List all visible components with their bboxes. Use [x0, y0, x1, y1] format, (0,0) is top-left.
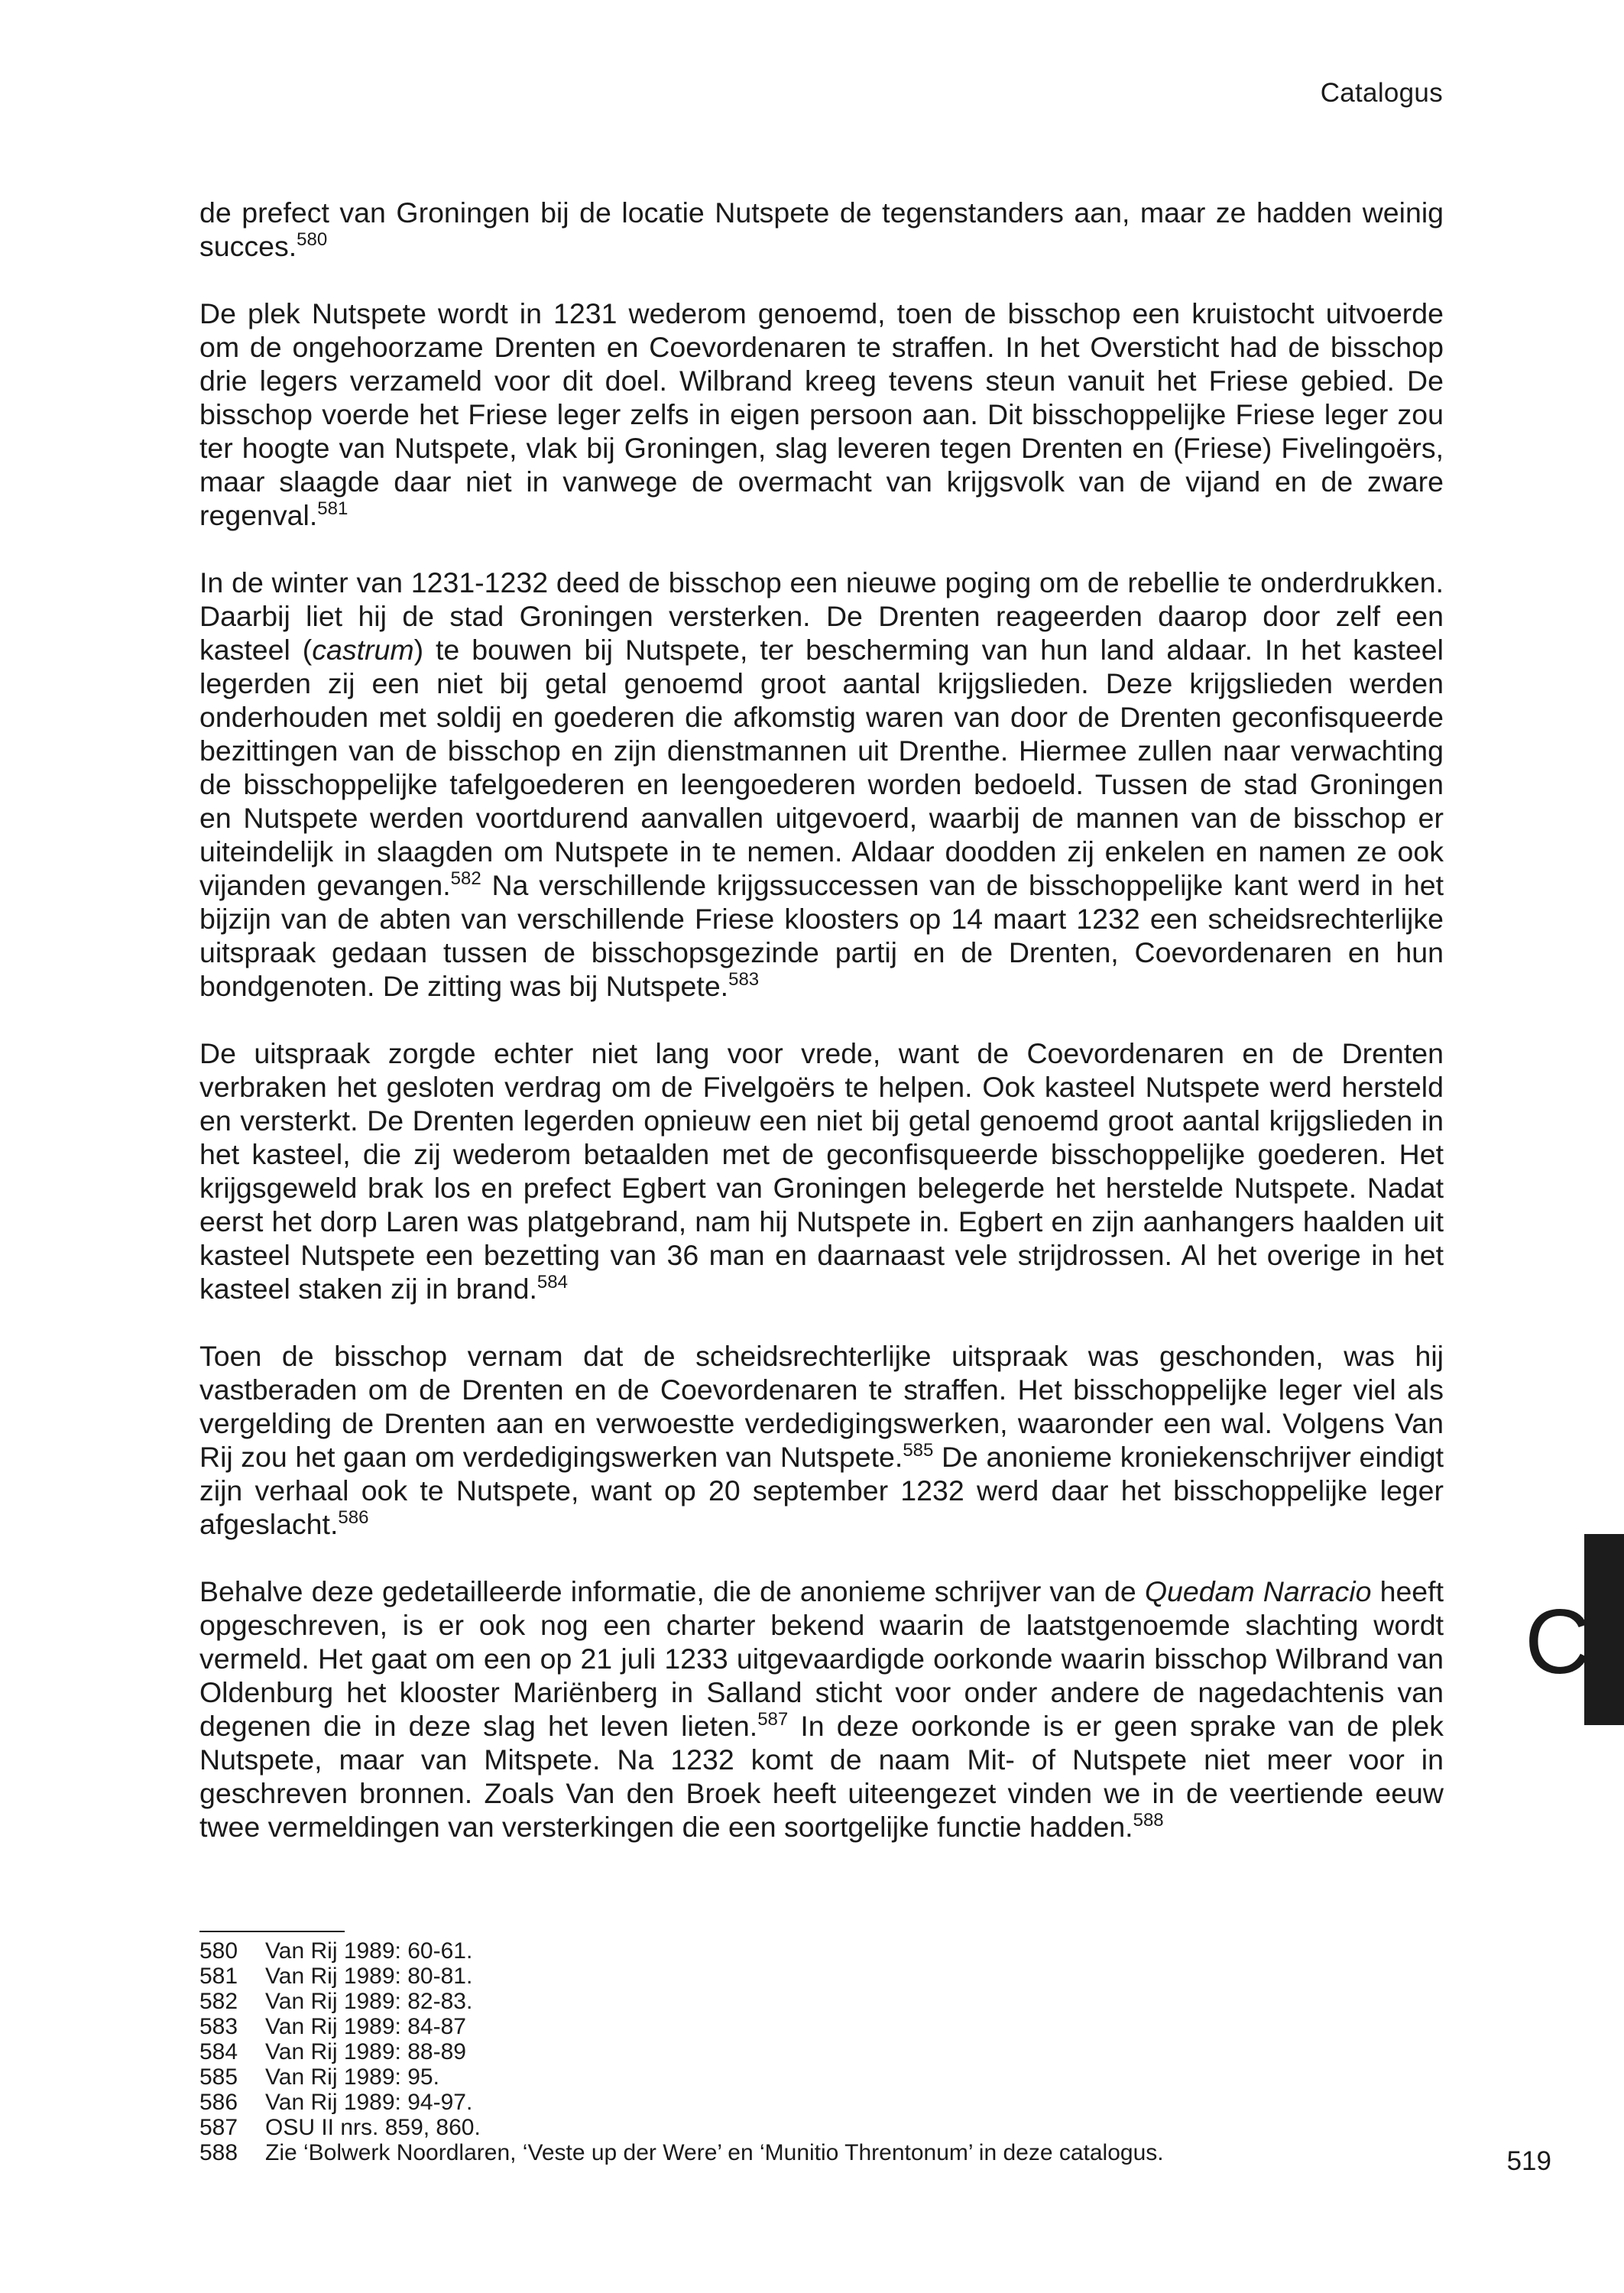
- footnote-number: 588: [199, 2140, 238, 2165]
- footnote-text: Van Rij 1989: 80-81.: [265, 1964, 473, 1989]
- footnote-580: [199, 1938, 1444, 1964]
- footnote-587: [199, 2115, 1444, 2140]
- paragraph-6: [199, 1575, 1444, 1844]
- footnote-text: Van Rij 1989: 84-87: [265, 2014, 466, 2039]
- thumb-index-letter: C: [1525, 1591, 1591, 1693]
- footnote-text: Van Rij 1989: 82-83.: [265, 1989, 473, 2014]
- paragraph-text: Na verschillende krijgssuccessen van de bisschoppelijke kant werd in het bijzijn van de abten van verschillende Friese kloosters op 14 maart 1232 een scheidsrechterlijke uitspraak gedaan tussen de bisschopsgezinde partij en de Drenten, Coevordenaren en hun bondgenoten. De zitting was bij Nutspete.: [199, 869, 1444, 1002]
- footnote-number: 584: [199, 2039, 238, 2064]
- page-number: 519: [1506, 2146, 1551, 2176]
- footnote-ref-584[interactable]: 584: [536, 1272, 568, 1292]
- footnote-588: [199, 2140, 1444, 2165]
- footnote-584: [199, 2039, 1444, 2064]
- paragraph-text: De plek Nutspete wordt in 1231 wederom genoemd, toen de bisschop een kruistocht uitvoerde om de ongehoorzame Drenten en Coevordenaren te straffen. In het Oversticht had de bisschop drie legers verzameld voor dit doel. Wilbrand kreeg tevens steun vanuit het Friese gebied. De bisschop voerde het Friese leger zelfs in eigen persoon aan. Dit bisschoppelijke Friese leger zou ter hoogte van Nutspete, vlak bij Groningen, slag leveren tegen Drenten en (Friese) Fivelingoërs, maar slaagde daar niet in vanwege de overmacht van krijgsvolk van de vijand en de zware regenval.: [199, 297, 1444, 531]
- footnote-ref-587[interactable]: 587: [757, 1709, 789, 1730]
- paragraph-1: [199, 196, 1444, 263]
- footnote-divider: [199, 1931, 345, 1932]
- footnote-ref-580[interactable]: 580: [297, 229, 328, 250]
- footnote-text: OSU II nrs. 859, 860.: [265, 2115, 481, 2140]
- paragraph-3: [199, 566, 1444, 1003]
- paragraph-5: [199, 1339, 1444, 1541]
- paragraph-text: ) te bouwen bij Nutspete, ter bescherming van hun land aldaar. In het kasteel legerden zij een niet bij getal genoemd groot aantal krijgslieden. Deze krijgslieden werden onderhouden met soldij en goederen die afkomstig waren van door de Drenten geconfisqueerde bezittingen van de bisschop en zijn dienstmannen uit Drenthe. Hiermee zullen naar verwachting de bisschoppelijke tafelgoederen en leengoederen worden bedoeld. Tussen de stad Groningen en Nutspete werden voortdurend aanvallen uitgevoerd, waarbij de mannen van de bisschop er uiteindelijk in slaagden om Nutspete in te nemen. Aldaar doodden zij enkelen en namen ze ook vijanden gevangen.: [199, 634, 1444, 901]
- paragraph-2: [199, 297, 1444, 532]
- footnotes: [199, 1938, 1444, 2165]
- paragraph-text: In de winter van 1231-1232 deed de bisschop een nieuwe poging om de rebellie te onderdrukken. Daarbij liet hij de stad Groningen versterken. De Drenten reageerden daarop door zelf een kasteel (: [199, 566, 1444, 666]
- running-header: Catalogus: [1320, 78, 1443, 108]
- footnote-number: 586: [199, 2090, 238, 2115]
- italic-title-quedam-narracio: Quedam Narracio: [1144, 1575, 1372, 1607]
- footnote-581: [199, 1964, 1444, 1989]
- paragraph-text: In deze oorkonde is er geen sprake van de plek Nutspete, maar van Mitspete. Na 1232 komt de naam Mit- of Nutspete niet meer voor in geschreven bronnen. Zoals Van den Broek heeft uiteengezet vinden we in de veertiende eeuw twee vermeldingen van versterkingen die een soortgelijke functie hadden.: [199, 1710, 1444, 1843]
- italic-term-castrum: castrum: [312, 634, 414, 666]
- footnote-586: [199, 2090, 1444, 2115]
- paragraph-text: De uitspraak zorgde echter niet lang voor vrede, want de Coevordenaren en de Drenten verbraken het gesloten verdrag om de Fivelgoërs te helpen. Ook kasteel Nutspete werd hersteld en versterkt. De Drenten legerden opnieuw een niet bij getal genoemd groot aantal krijgslieden in het kasteel, die zij wederom betaalden met de geconfisqueerde bisschoppelijke goederen. Het krijgsgeweld brak los en prefect Egbert van Groningen belegerde het herstelde Nutspete. Nadat eerst het dorp Laren was platgebrand, nam hij Nutspete in. Egbert en zijn aanhangers haalden uit kasteel Nutspete een bezetting van 36 man en daarnaast vele strijdrossen. Al het overige in het kasteel staken zij in brand.: [199, 1037, 1444, 1305]
- footnote-number: 580: [199, 1938, 238, 1964]
- footnote-text: Van Rij 1989: 95.: [265, 2064, 439, 2090]
- footnote-ref-582[interactable]: 582: [450, 868, 481, 889]
- footnote-text: Zie ‘Bolwerk Noordlaren, ‘Veste up der Were’ en ‘Munitio Threntonum’ in deze catalogus.: [265, 2140, 1164, 2165]
- paragraph-text: Toen de bisschop vernam dat de scheidsrechterlijke uitspraak was geschonden, was hij vastberaden om de Drenten en de Coevordenaren te straffen. Het bisschoppelijke leger viel als vergelding de Drenten aan en verwoestte verdedigingswerken, waaronder een wal. Volgens Van Rij zou het gaan om verdedigingswerken van Nutspete.: [199, 1340, 1444, 1473]
- footnote-ref-585[interactable]: 585: [903, 1440, 934, 1461]
- footnote-ref-583[interactable]: 583: [728, 969, 760, 990]
- footnote-number: 582: [199, 1989, 238, 2014]
- paragraph-text: heeft opgeschreven, is er ook nog een charter bekend waarin de laatstgenoemde slachting wordt vermeld. Het gaat om een op 21 juli 1233 uitgevaardigde oorkonde waarin bisschop Wilbrand van Oldenburg het klooster Mariënberg in Salland sticht voor onder andere de nagedachtenis van degenen die in deze slag het leven lieten.: [199, 1575, 1444, 1742]
- footnote-583: [199, 2014, 1444, 2039]
- footnote-ref-588[interactable]: 588: [1133, 1810, 1164, 1831]
- footnote-text: Van Rij 1989: 88-89: [265, 2039, 466, 2064]
- footnote-582: [199, 1989, 1444, 2014]
- footnote-ref-581[interactable]: 581: [317, 498, 348, 519]
- paragraph-text: de prefect van Groningen bij de locatie Nutspete de tegenstanders aan, maar ze hadden weinig succes.: [199, 196, 1444, 262]
- footnote-number: 585: [199, 2064, 238, 2090]
- paragraph-text: De anonieme kroniekenschrijver eindigt zijn verhaal ook te Nutspete, want op 20 september 1232 werd daar het bisschoppelijke leger afgeslacht.: [199, 1441, 1444, 1540]
- footnote-text: Van Rij 1989: 94-97.: [265, 2090, 473, 2115]
- footnote-number: 581: [199, 1964, 238, 1989]
- paragraph-text: Behalve deze gedetailleerde informatie, die de anonieme schrijver van de: [199, 1575, 1145, 1607]
- footnote-text: Van Rij 1989: 60-61.: [265, 1938, 473, 1964]
- footnote-number: 583: [199, 2014, 238, 2039]
- paragraph-4: [199, 1036, 1444, 1305]
- footnote-number: 587: [199, 2115, 238, 2140]
- body-text: [199, 196, 1444, 1877]
- footnote-ref-586[interactable]: 586: [338, 1507, 369, 1528]
- footnote-585: [199, 2064, 1444, 2090]
